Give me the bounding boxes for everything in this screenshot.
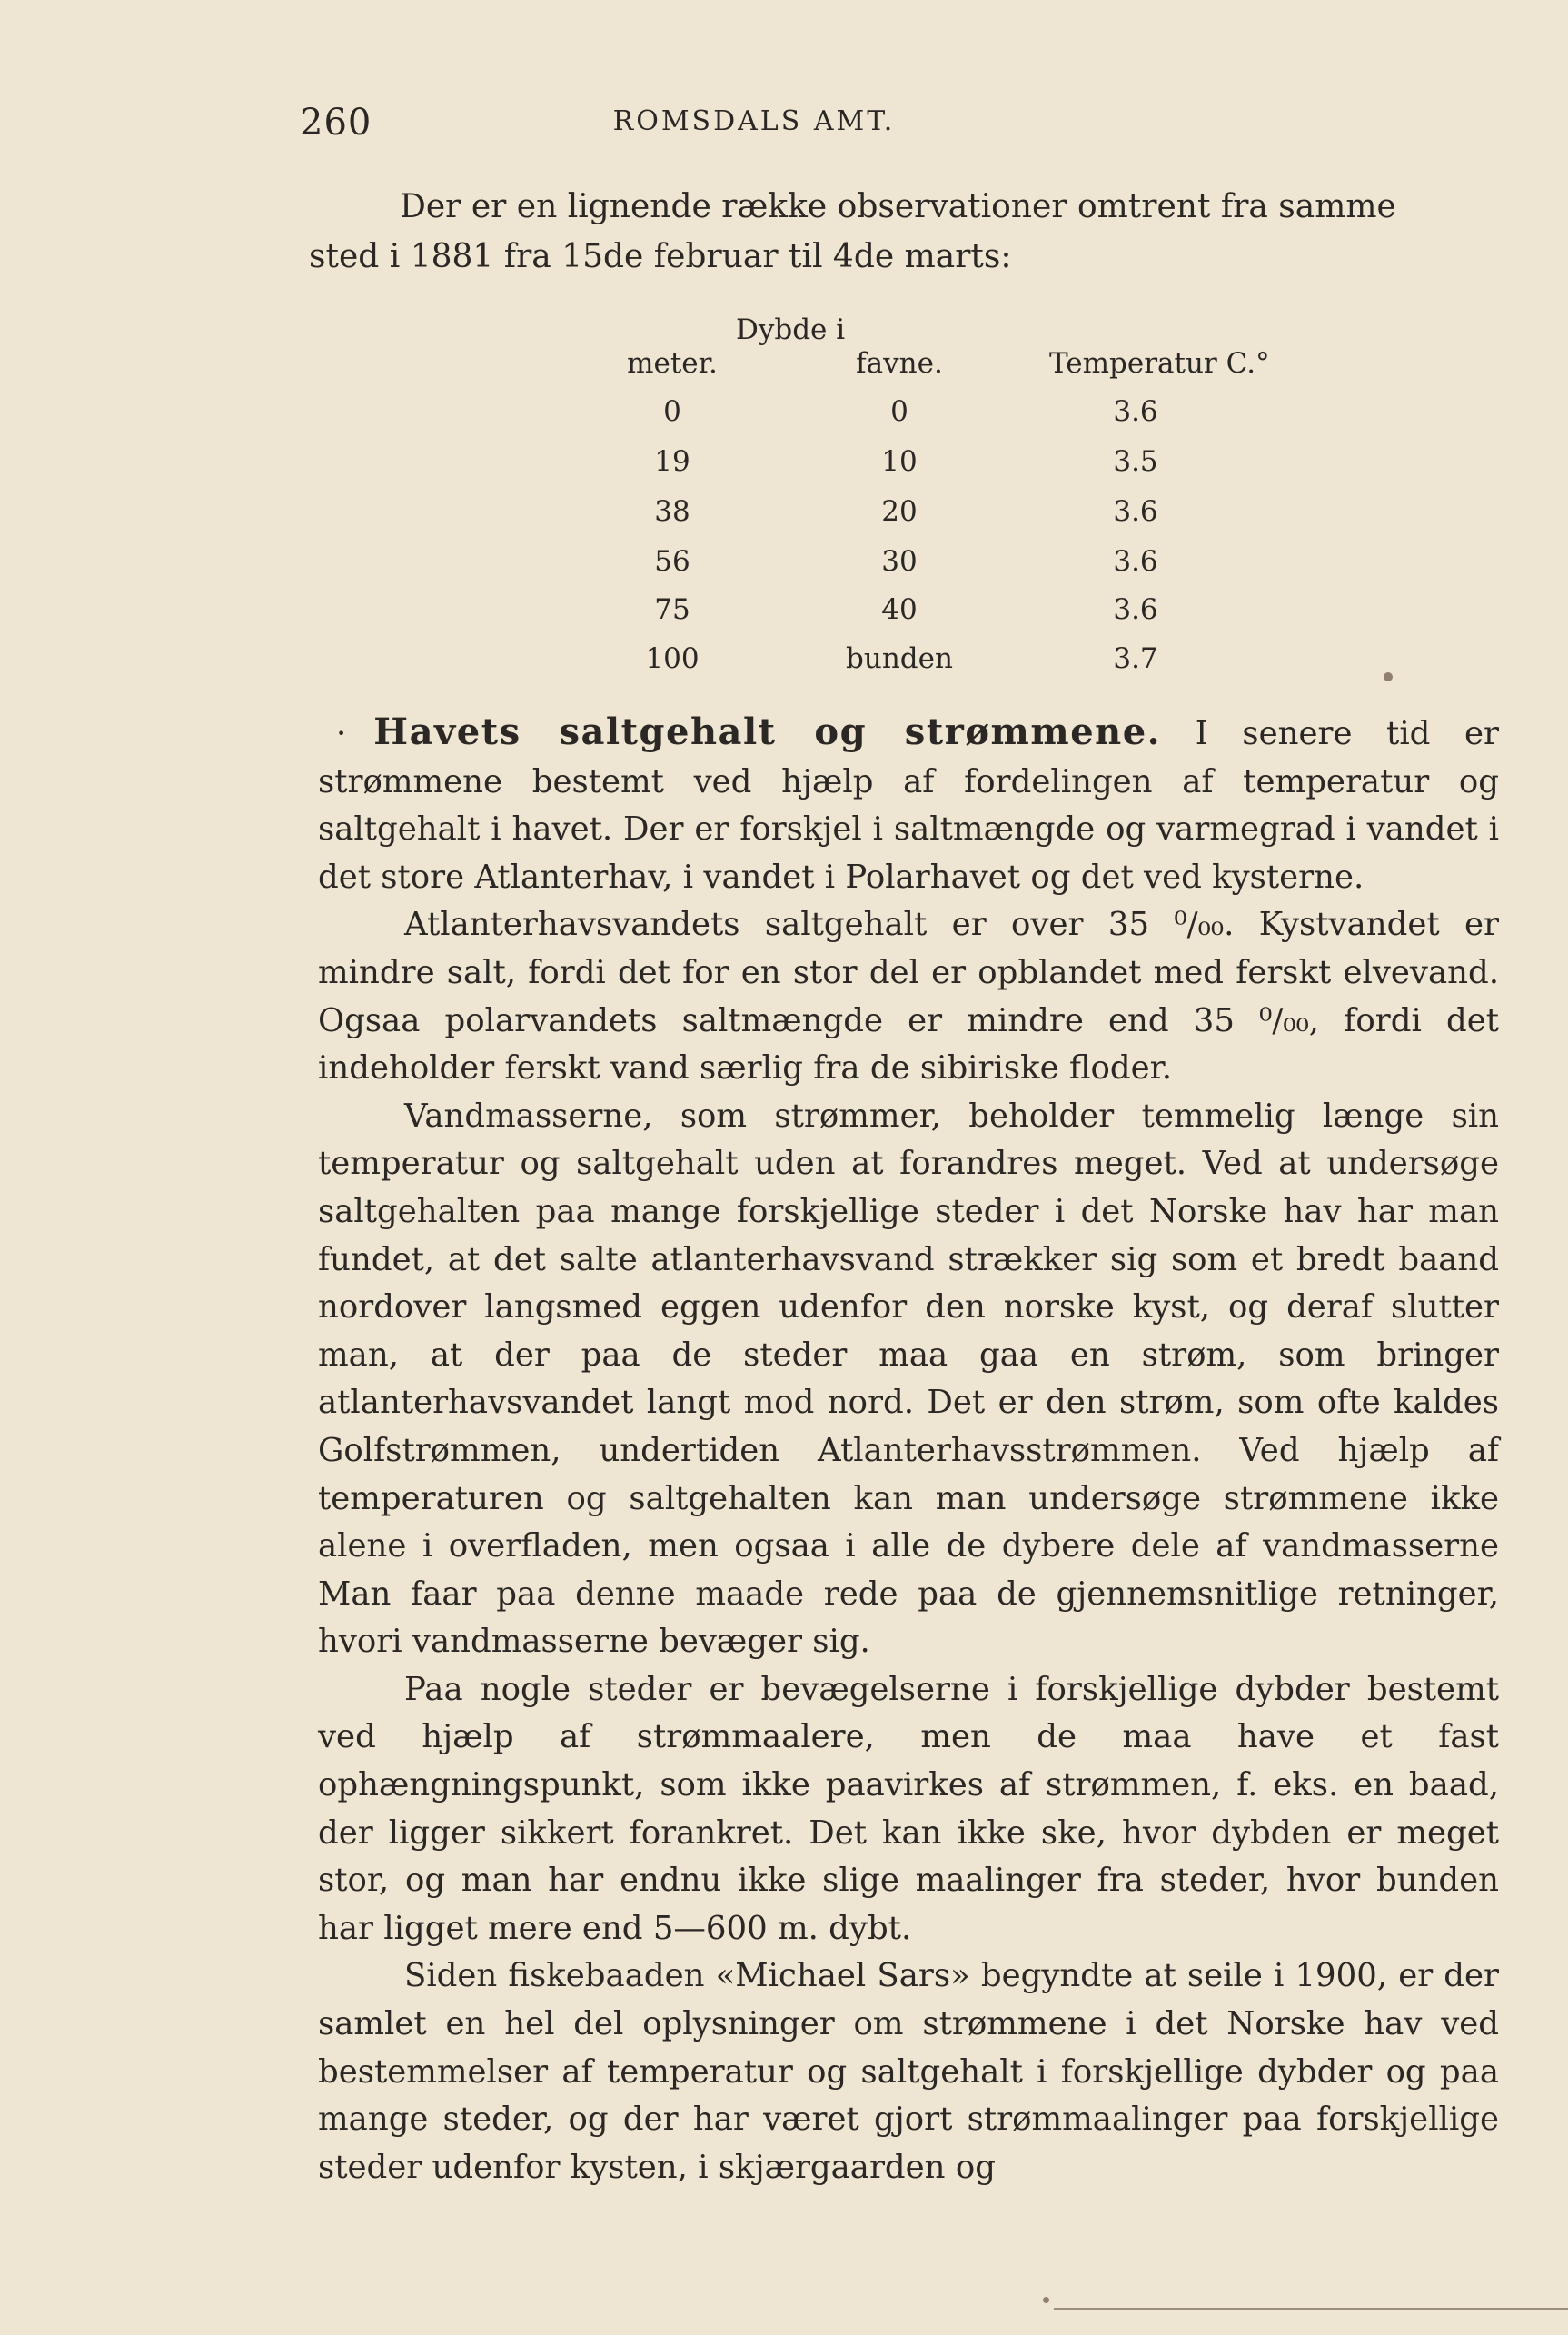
ink-speck <box>1384 672 1393 681</box>
table-group-header: Dybde i <box>736 313 846 346</box>
column-header-favne: favne. <box>856 347 943 380</box>
paragraph <box>318 709 1499 901</box>
table-cell: 38 <box>654 495 690 528</box>
temperature-table <box>600 313 1290 675</box>
table-cell: 3.5 <box>1113 445 1158 478</box>
intro-line-2: sted i 1881 fra 15de februar til 4de marts: <box>309 238 1012 275</box>
page-number: 260 <box>300 102 372 144</box>
column-header-meter: meter. <box>627 347 718 380</box>
table-cell: 20 <box>881 495 918 528</box>
table-cell: 30 <box>881 545 918 578</box>
table-cell: 19 <box>654 445 690 478</box>
table-cell: bunden <box>846 642 953 675</box>
paragraph: Paa nogle steder er bevægelserne i forskjellige dybder bestemt ved hjælp af strømmaalere, men de maa have et fast ophængningspunkt, som ikke paavirkes af strømmen, f. eks. en baad, der ligger sikkert forankret. Det kan ikke ske, hvor dybden er meget stor, og man har endnu ikke slige maalinger fra steder, hvor bunden har ligget mere end 5—600 m. dybt. <box>318 1670 1499 1947</box>
table-cell: 100 <box>645 642 700 675</box>
page-header <box>300 102 1208 147</box>
table-cell: 3.7 <box>1113 642 1158 675</box>
bottom-rule <box>1054 2308 1568 2310</box>
column-header-temperature: Temperatur C.° <box>1049 347 1270 380</box>
section-heading: Havets saltgehalt og strømmene. <box>373 710 1162 753</box>
table-cell: 3.6 <box>1113 395 1158 428</box>
table-cell: 0 <box>890 395 908 428</box>
table-cell: 3.6 <box>1113 545 1158 578</box>
table-cell: 75 <box>654 593 690 626</box>
table-cell: 40 <box>881 593 918 626</box>
running-head: ROMSDALS AMT. <box>612 105 896 137</box>
intro-line-1: Der er en lignende række observationer omtrent fra samme <box>400 188 1396 225</box>
table-cell: 0 <box>663 395 681 428</box>
paragraph: Atlanterhavsvandets saltgehalt er over 35 ⁰/₀₀. Kystvandet er mindre salt, fordi det for en stor del er opblandet med ferskt elvevand. Ogsaa polarvandets saltmængde er mindre end 35 ⁰/₀₀, fordi det indeholder ferskt vand særlig fra de sibiriske floder. <box>318 906 1499 1088</box>
table-cell: 56 <box>654 545 690 578</box>
ink-speck <box>1043 2297 1049 2303</box>
table-cell: 3.6 <box>1113 495 1158 528</box>
table-cell: 10 <box>881 445 918 478</box>
intro-paragraph <box>309 182 1499 282</box>
paragraph-text: I senere tid er strømmene bestemt ved hjælp af fordelingen af temperatur og saltgehalt i havet. Der er forskjel i saltmængde og varmegrad i vandet i det store Atlanterhav, i vandet i Polarhavet og det ved kysterne. <box>318 715 1499 896</box>
paragraph: Vandmasserne, som strømmer, beholder temmelig længe sin temperatur og saltgehalt uden at forandres meget. Ved at undersøge saltgehalten paa mange forskjellige steder i det Norske hav har man fundet, at det salte atlanterhavsvand strækker sig som et bredt baand nordover langsmed eggen udenfor den norske kyst, og deraf slutter man, at der paa de steder maa gaa en strøm, som bringer atlanterhavsvandet langt mod nord. Det er den strøm, som ofte kaldes Golfstrømmen, undertiden Atlanterhavsstrømmen. Ved hjælp af temperaturen og saltgehalten kan man undersøge strømmene ikke alene i overfladen, men ogsaa i alle de dybere dele af vandmasserne Man faar paa denne maade rede paa de gjennemsnitlige retninger, hvori vandmasserne bevæger sig. <box>318 1097 1499 1661</box>
bullet-mark: · <box>336 715 347 752</box>
paragraph: Siden fiskebaaden «Michael Sars» begyndte at seile i 1900, er der samlet en hel del oplysninger om strømmene i det Norske hav ved bestemmelser af temperatur og saltgehalt i forskjellige dybder og paa mange steder, og der har været gjort strømmaalinger paa forskjellige steder udenfor kysten, i skjærgaarden og <box>318 1957 1499 2186</box>
body-text <box>318 709 1499 2191</box>
table-cell: 3.6 <box>1113 593 1158 626</box>
